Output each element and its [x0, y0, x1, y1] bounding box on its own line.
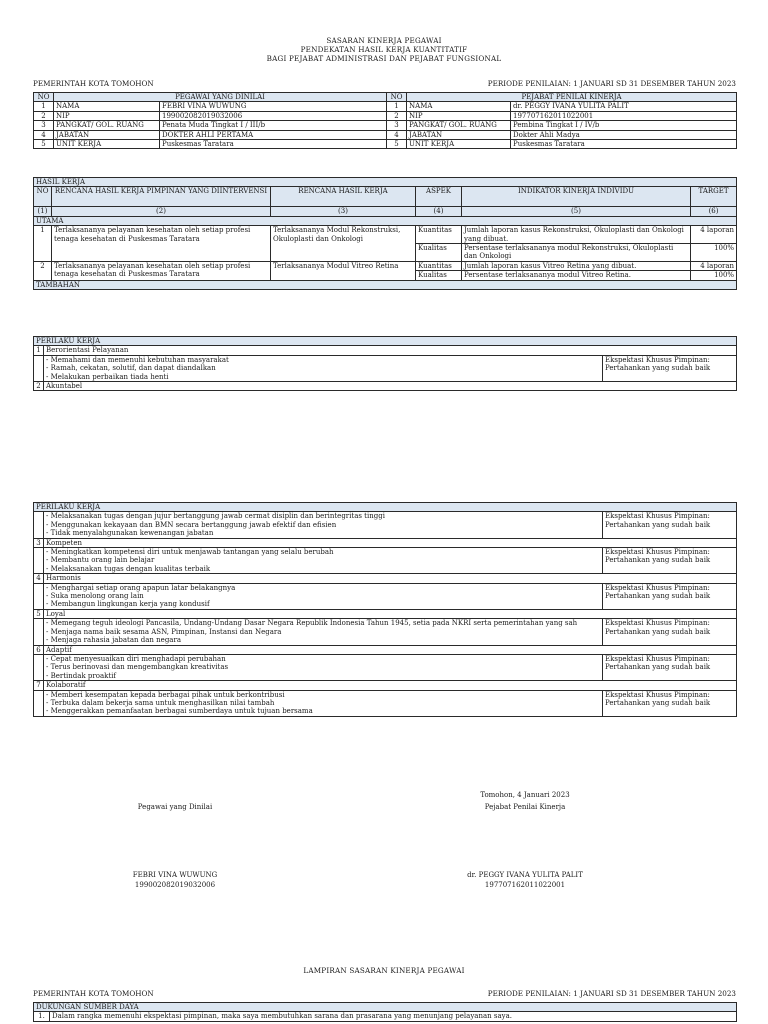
dinilai-value: FEBRI VINA WUWUNG	[160, 102, 387, 111]
lampiran-table	[33, 1002, 737, 1022]
hasil-kerja-label: HASIL KERJA	[34, 178, 737, 187]
perilaku-points	[44, 583, 603, 609]
ekspektasi-value: Pertahankan yang sudah baik	[605, 520, 711, 529]
ekspektasi-label: Ekspektasi Khusus Pimpinan:	[605, 690, 710, 699]
dukungan-item-text: Dalam rangka memenuhi ekspektasi pimpinan, maka saya membutuhkan sarana dan prasarana yang menunjang pelayanan saya.	[50, 1012, 737, 1021]
perilaku-points	[44, 512, 603, 538]
row-no: 3	[34, 121, 54, 130]
perilaku-name: Adaptif	[44, 645, 737, 654]
perilaku-spacer	[34, 690, 44, 716]
perilaku-point: - Menggunakan kekayaan dan BMN secara bertanggung jawab efektif dan efisien	[46, 520, 337, 529]
perilaku-points	[44, 619, 603, 645]
perilaku-item-body	[34, 654, 737, 680]
indikator-kualitas: Persentase terlaksananya modul Rekonstruksi, Okuloplasti dan Onkologi	[462, 244, 691, 262]
ekspektasi-pimpinan	[603, 548, 737, 574]
ekspektasi-label: Ekspektasi Khusus Pimpinan:	[605, 355, 710, 364]
target-kuantitas: 4 laporan	[691, 261, 737, 270]
hasil-kerja-table	[33, 177, 737, 290]
right-signer	[440, 870, 610, 890]
dinilai-value: 199002082019032006	[160, 111, 387, 120]
left-signer	[100, 870, 250, 890]
perilaku-point: - Memberi kesempatan kepada berbagai pihak untuk berkontribusi	[46, 690, 285, 699]
row-no: 1	[387, 102, 407, 111]
perilaku-no: 3	[34, 538, 44, 547]
ekspektasi-value: Pertahankan yang sudah baik	[605, 698, 711, 707]
lampiran-periode: PERIODE PENILAIAN: 1 JANUARI SD 31 DESEMBER TAHUN 2023	[487, 989, 736, 998]
ekspektasi-value: Pertahankan yang sudah baik	[605, 627, 711, 636]
perilaku-item-body	[34, 583, 737, 609]
field-label: NIP	[407, 111, 511, 120]
row-no: 5	[34, 140, 54, 149]
target-kuantitas: 4 laporan	[691, 226, 737, 244]
perilaku-point: - Melaksanakan tugas dengan jujur bertanggung jawab cermat disiplin dan berintegritas tinggi	[46, 512, 385, 521]
hasil-kerja-row	[34, 261, 737, 270]
penilai-value: dr. PEGGY IVANA YULITA PALIT	[511, 102, 737, 111]
title-line-2: PENDEKATAN HASIL KERJA KUANTITATIF	[300, 45, 468, 54]
perilaku-item-body	[34, 619, 737, 645]
rencana-hasil-kerja: Terlaksananya Modul Vitreo Retina	[271, 261, 416, 280]
perilaku-point: - Bertindak proaktif	[46, 671, 117, 680]
right-role: Pejabat Penilai Kinerja	[484, 803, 566, 811]
perilaku-table-1	[33, 336, 737, 391]
hasil-kerja-row	[34, 226, 737, 244]
perilaku-name: Loyal	[44, 609, 737, 618]
ekspektasi-label: Ekspektasi Khusus Pimpinan:	[605, 619, 710, 628]
col-number: (1)	[34, 207, 52, 216]
pegawai-row	[34, 111, 737, 120]
dinilai-value: DOKTER AHLI PERTAMA	[160, 130, 387, 139]
perilaku-points	[44, 548, 603, 574]
meta-row	[33, 79, 736, 88]
perilaku-item-body	[34, 690, 737, 716]
aspek-kualitas: Kualitas	[416, 244, 462, 262]
target-kualitas: 100%	[691, 244, 737, 262]
lampiran-instansi: PEMERINTAH KOTA TOMOHON	[33, 989, 154, 998]
perilaku-spacer	[34, 512, 44, 538]
perilaku-no: 6	[34, 645, 44, 654]
title-line-3: BAGI PEJABAT ADMINISTRASI DAN PEJABAT FUNGSIONAL	[266, 54, 502, 63]
target-kualitas: 100%	[691, 271, 737, 280]
col-number: (4)	[416, 207, 462, 216]
pegawai-row	[34, 140, 737, 149]
field-label: UNIT KERJA	[54, 140, 160, 149]
rencana-pimpinan: Terlaksananya pelayanan kesehatan oleh setiap profesi tenaga kesehatan di Puskesmas Taratara	[52, 261, 271, 280]
perilaku-spacer	[34, 619, 44, 645]
row-no: 2	[34, 111, 54, 120]
row-no: 5	[387, 140, 407, 149]
field-label: PANGKAT/ GOL. RUANG	[407, 121, 511, 130]
row-no: 2	[34, 261, 52, 280]
pegawai-row	[34, 102, 737, 111]
ekspektasi-value: Pertahankan yang sudah baik	[605, 663, 711, 672]
perilaku-point: - Meningkatkan kompetensi diri untuk menjawab tantangan yang selalu berubah	[46, 548, 334, 557]
ekspektasi-value: Pertahankan yang sudah baik	[605, 592, 711, 601]
perilaku-points	[44, 654, 603, 680]
penilai-value: 197707162011022001	[511, 111, 737, 120]
lampiran-title: LAMPIRAN SASARAN KINERJA PEGAWAI	[303, 966, 465, 975]
col-header: NO	[34, 187, 52, 207]
perilaku-label: PERILAKU KERJA	[34, 503, 737, 512]
perilaku-point: - Suka menolong orang lain	[46, 592, 144, 601]
perilaku-item-body	[34, 512, 737, 538]
perilaku-no: 4	[34, 574, 44, 583]
ekspektasi-pimpinan	[603, 690, 737, 716]
col-header: ASPEK	[416, 187, 462, 207]
dinilai-value: Penata Muda Tingkat I / III/b	[160, 121, 387, 130]
dinilai-header: PEGAWAI YANG DINILAI	[54, 93, 387, 102]
utama-label: UTAMA	[34, 216, 737, 225]
ekspektasi-value: Pertahankan yang sudah baik	[605, 364, 711, 373]
left-name: FEBRI VINA WUWUNG	[132, 871, 218, 879]
dinilai-value: Puskesmas Taratara	[160, 140, 387, 149]
ekspektasi-value: Pertahankan yang sudah baik	[605, 556, 711, 565]
row-no: 4	[34, 130, 54, 139]
left-nip: 199002082019032006	[134, 881, 216, 889]
pegawai-header-row	[34, 93, 737, 102]
perilaku-point: - Terbuka dalam bekerja sama untuk menghasilkan nilai tambah	[46, 698, 275, 707]
dukungan-label: DUKUNGAN SUMBER DAYA	[34, 1003, 737, 1012]
perilaku-point: - Menjaga rahasia jabatan dan negara	[46, 636, 181, 645]
rencana-hasil-kerja: Terlaksananya Modul Rekonstruksi, Okuloplasti dan Onkologi	[271, 226, 416, 262]
perilaku-point: - Memahami dan memenuhi kebutuhan masyarakat	[46, 355, 229, 364]
perilaku-label: PERILAKU KERJA	[34, 337, 737, 346]
perilaku-name: Harmonis	[44, 574, 737, 583]
perilaku-item-header	[34, 681, 737, 690]
field-label: JABATAN	[54, 130, 160, 139]
col-header: RENCANA HASIL KERJA	[271, 187, 416, 207]
dukungan-item-no: 1.	[34, 1012, 50, 1021]
perilaku-name: Kolaboratif	[44, 681, 737, 690]
tambahan-label: TAMBAHAN	[34, 280, 737, 289]
perilaku-name: Kompeten	[44, 538, 737, 547]
row-no: 2	[387, 111, 407, 120]
ekspektasi-pimpinan	[603, 583, 737, 609]
perilaku-table-2	[33, 502, 737, 717]
ekspektasi-label: Ekspektasi Khusus Pimpinan:	[605, 512, 710, 521]
perilaku-item-body	[34, 548, 737, 574]
right-name: dr. PEGGY IVANA YULITA PALIT	[467, 871, 583, 879]
perilaku-point: - Menggerakkan pemanfaatan berbagai sumberdaya untuk tujuan bersama	[46, 707, 313, 716]
lampiran-meta-row	[33, 989, 736, 998]
indikator-kuantitas: Jumlah laporan kasus Rekonstruksi, Okuloplasti dan Onkologi yang dibuat.	[462, 226, 691, 244]
ekspektasi-pimpinan	[603, 512, 737, 538]
perilaku-point: - Terus berinovasi dan mengembangkan kreativitas	[46, 663, 229, 672]
ekspektasi-pimpinan	[603, 654, 737, 680]
perilaku-item-header	[34, 645, 737, 654]
perilaku-point: - Menghargai setiap orang apapun latar belakangnya	[46, 583, 236, 592]
hasil-kerja-header-row	[34, 187, 737, 207]
perilaku-point: - Membantu orang lain belajar	[46, 556, 155, 565]
perilaku-point: - Membangun lingkungan kerja yang kondusif	[46, 600, 210, 609]
ekspektasi-pimpinan	[603, 355, 737, 381]
perilaku-spacer	[34, 355, 44, 381]
left-role: Pegawai yang Dinilai	[137, 803, 213, 811]
perilaku-item-header	[34, 346, 737, 355]
perilaku-no: 2	[34, 382, 44, 391]
indikator-kuantitas: Jumlah laporan kasus Vitreo Retina yang dibuat.	[462, 261, 691, 270]
penilai-header: PEJABAT PENILAI KINERJA	[407, 93, 737, 102]
col-header: TARGET	[691, 187, 737, 207]
field-label: PANGKAT/ GOL. RUANG	[54, 121, 160, 130]
perilaku-point: - Cepat menyesuaikan diri menghadapi perubahan	[46, 654, 226, 663]
ekspektasi-pimpinan	[603, 619, 737, 645]
perilaku-name: Berorientasi Pelayanan	[44, 346, 737, 355]
perilaku-spacer	[34, 583, 44, 609]
penilai-value: Puskesmas Taratara	[511, 140, 737, 149]
perilaku-point: - Melakukan perbaikan tiada henti	[46, 372, 169, 381]
col-number: (3)	[271, 207, 416, 216]
perilaku-points	[44, 355, 603, 381]
ekspektasi-label: Ekspektasi Khusus Pimpinan:	[605, 548, 710, 557]
penilai-value: Pembina Tingkat I / IV/b	[511, 121, 737, 130]
perilaku-no: 5	[34, 609, 44, 618]
perilaku-point: - Memegang teguh ideologi Pancasila, Undang-Undang Dasar Negara Republik Indonesia Tahun 1945, setia pada NKRI serta pemerintahan yang sah	[46, 619, 578, 628]
perilaku-spacer	[34, 548, 44, 574]
row-no: 1	[34, 226, 52, 262]
rencana-pimpinan: Terlaksananya pelayanan kesehatan oleh setiap profesi tenaga kesehatan di Puskesmas Taratara	[52, 226, 271, 262]
col-header: INDIKATOR KINERJA INDIVIDU	[462, 187, 691, 207]
ekspektasi-label: Ekspektasi Khusus Pimpinan:	[605, 654, 710, 663]
perilaku-no: 7	[34, 681, 44, 690]
col-number: (2)	[52, 207, 271, 216]
aspek-kualitas: Kualitas	[416, 271, 462, 280]
perilaku-item-header	[34, 609, 737, 618]
no-header: NO	[387, 93, 407, 102]
indikator-kualitas: Persentase terlaksananya modul Vitreo Retina.	[462, 271, 691, 280]
field-label: JABATAN	[407, 130, 511, 139]
perilaku-point: - Ramah, cekatan, solutif, dan dapat diandalkan	[46, 364, 216, 373]
field-label: NAMA	[54, 102, 160, 111]
right-nip: 197707162011022001	[484, 881, 566, 889]
periode: PERIODE PENILAIAN: 1 JANUARI SD 31 DESEMBER TAHUN 2023	[487, 79, 736, 88]
place-date: Tomohon, 4 Januari 2023	[480, 791, 570, 799]
no-header: NO	[34, 93, 54, 102]
col-header: RENCANA HASIL KERJA PIMPINAN YANG DIINTERVENSI	[52, 187, 271, 207]
penilai-value: Dokter Ahli Madya	[511, 130, 737, 139]
instansi: PEMERINTAH KOTA TOMOHON	[33, 79, 154, 88]
col-number-row	[34, 207, 737, 216]
perilaku-item-header	[34, 574, 737, 583]
pegawai-row	[34, 130, 737, 139]
pegawai-table	[33, 92, 737, 149]
col-number: (5)	[462, 207, 691, 216]
aspek-kuantitas: Kuantitas	[416, 226, 462, 244]
perilaku-point: - Melaksanakan tugas dengan kualitas terbaik	[46, 564, 211, 573]
perilaku-item-header	[34, 382, 737, 391]
col-number: (6)	[691, 207, 737, 216]
perilaku-no: 1	[34, 346, 44, 355]
field-label: NIP	[54, 111, 160, 120]
perilaku-point: - Tidak menyalahgunakan kewenangan jabatan	[46, 529, 214, 538]
pegawai-row	[34, 121, 737, 130]
row-no: 1	[34, 102, 54, 111]
field-label: UNIT KERJA	[407, 140, 511, 149]
field-label: NAMA	[407, 102, 511, 111]
perilaku-point: - Menjaga nama baik sesama ASN, Pimpinan, Instansi dan Negara	[46, 627, 282, 636]
perilaku-points	[44, 690, 603, 716]
perilaku-spacer	[34, 654, 44, 680]
ekspektasi-label: Ekspektasi Khusus Pimpinan:	[605, 583, 710, 592]
document-title	[0, 36, 768, 63]
aspek-kuantitas: Kuantitas	[416, 261, 462, 270]
title-line-1: SASARAN KINERJA PEGAWAI	[326, 36, 442, 45]
row-no: 3	[387, 121, 407, 130]
row-no: 4	[387, 130, 407, 139]
perilaku-item-header	[34, 538, 737, 547]
perilaku-item-body	[34, 355, 737, 381]
perilaku-name: Akuntabel	[44, 382, 737, 391]
